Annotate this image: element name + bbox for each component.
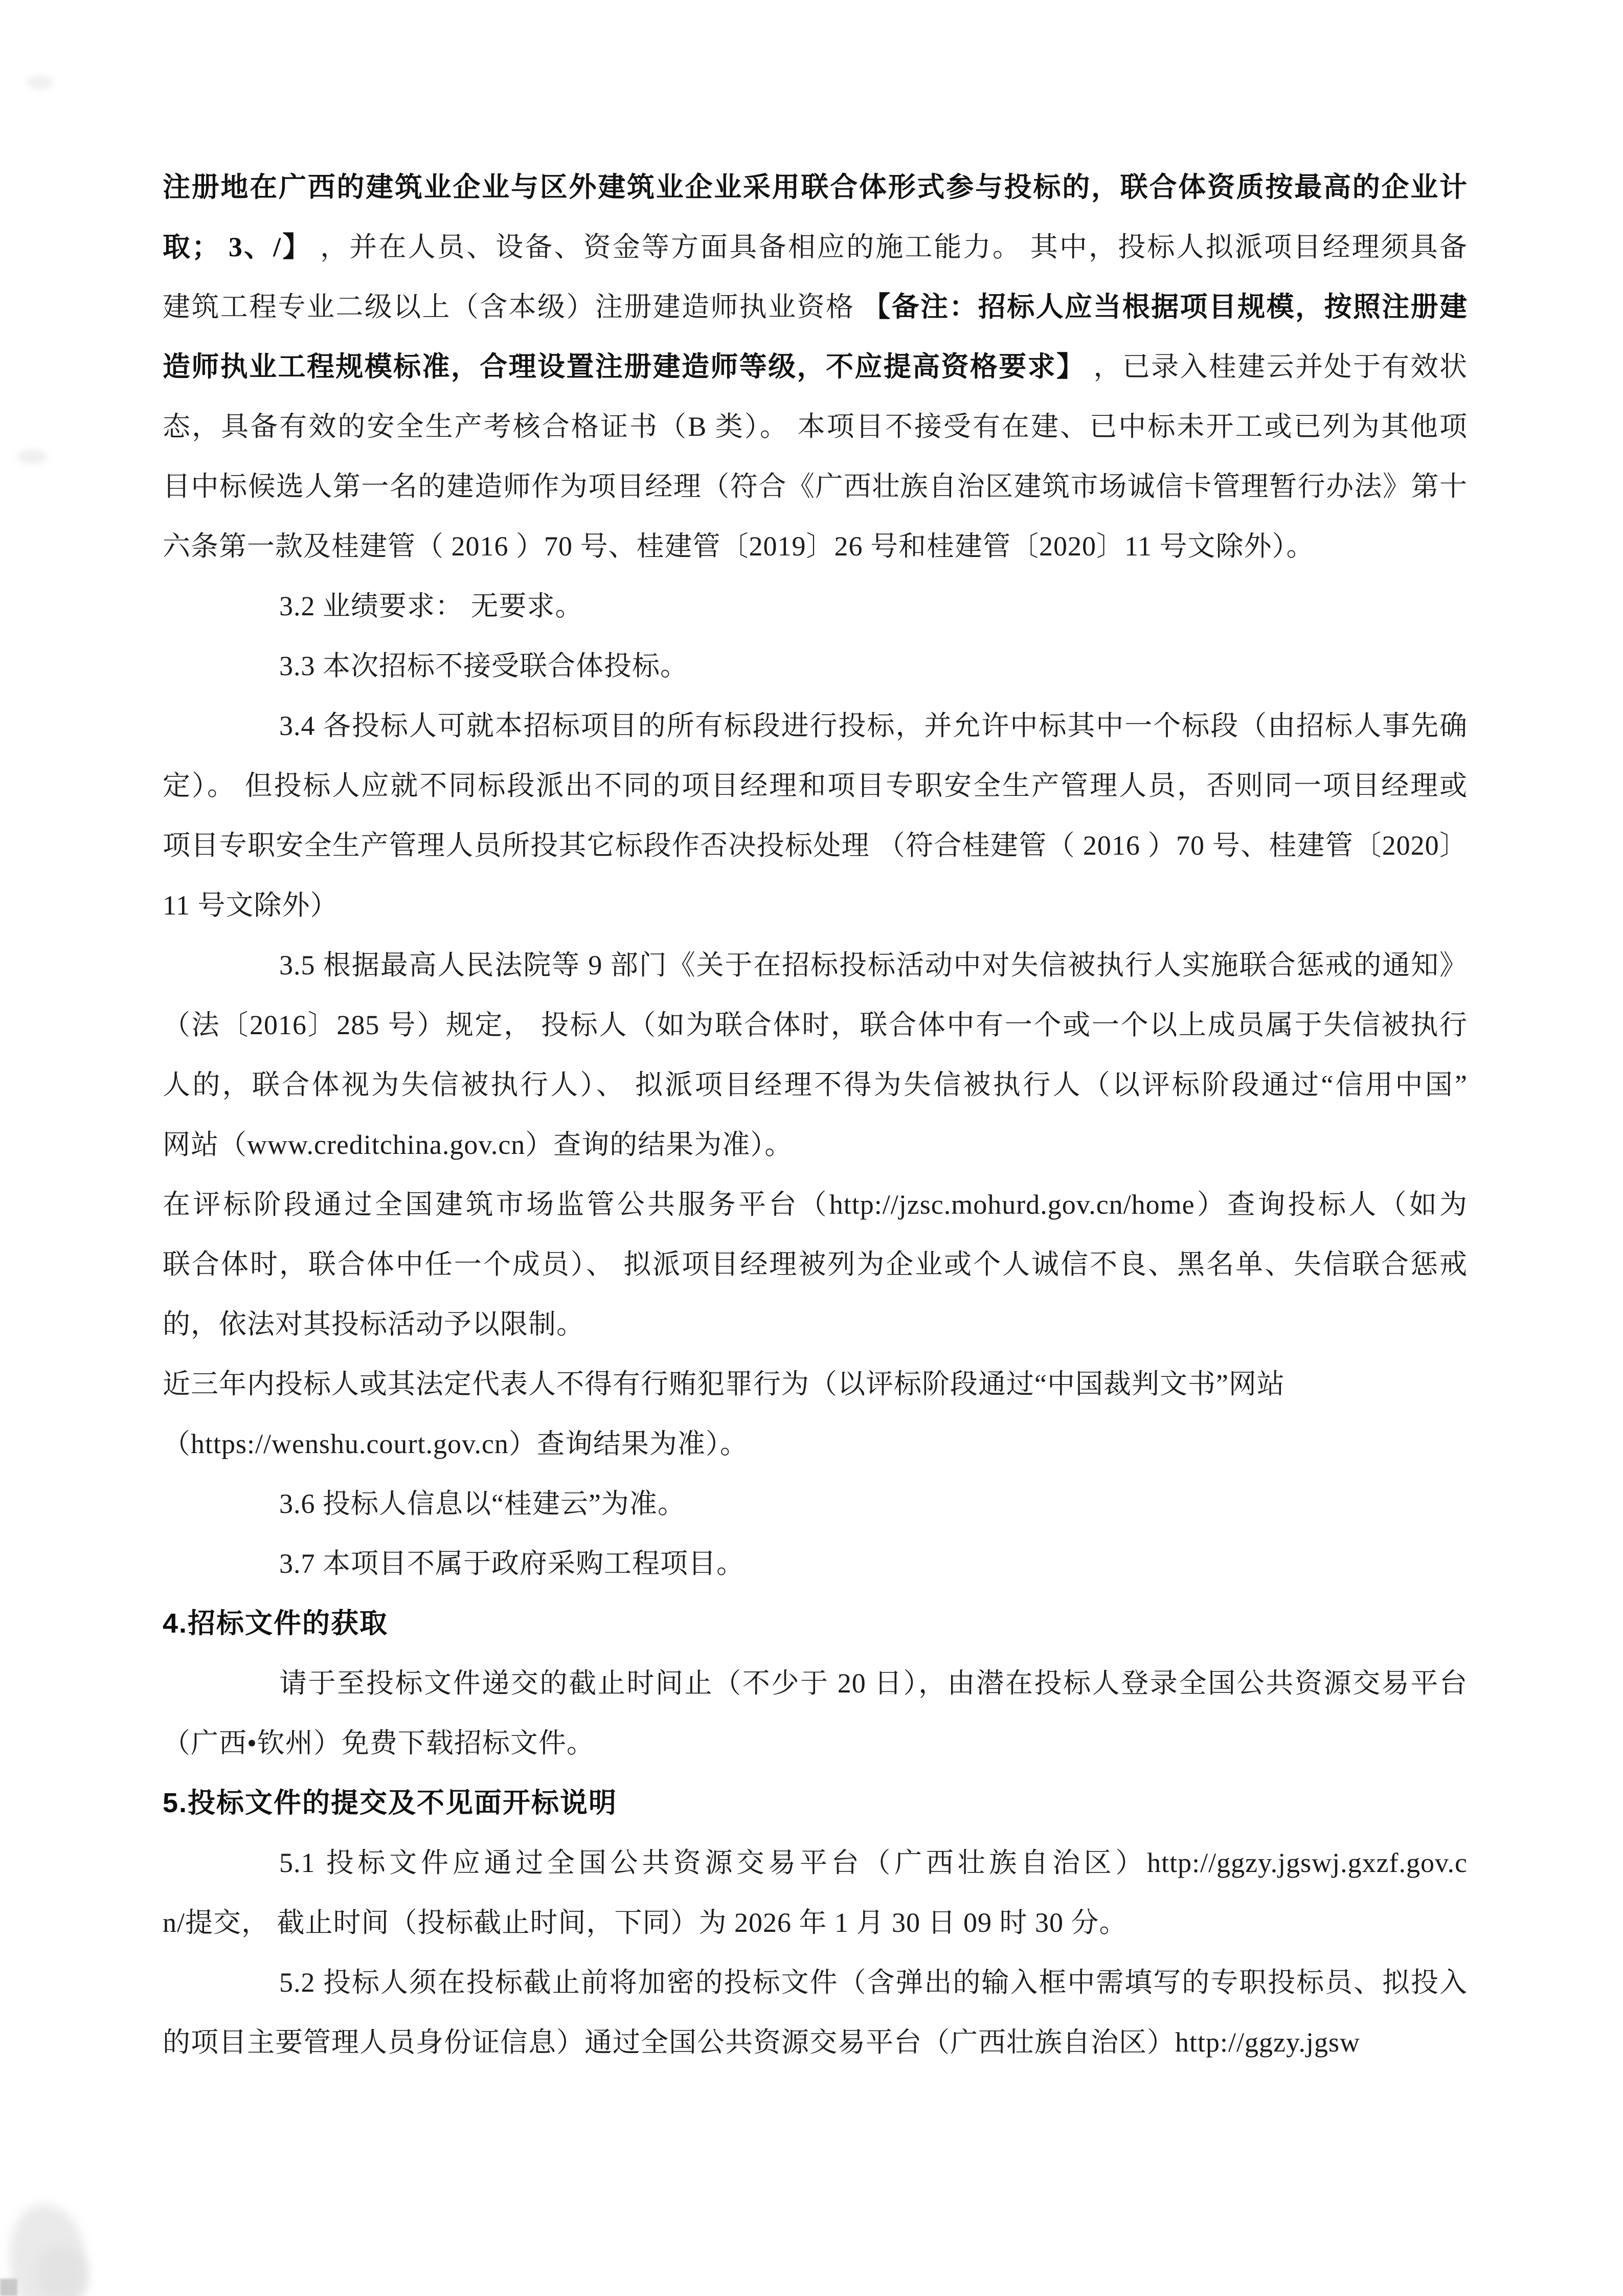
text-segment: ，并在人员、设备、资金等方面具备相应的施工能力。 其中，投标人拟派项目经理须具备 (311, 232, 1468, 262)
bold-text-segment: 4.招标文件的获取 (163, 1608, 389, 1639)
text-line (163, 935, 1468, 995)
document-body (163, 158, 1468, 2072)
text-line (163, 217, 1468, 277)
text-segment: 的项目主要管理人员身份证信息）通过全国公共资源交易平台（广西壮族自治区）http://ggzy.jgsw (163, 2027, 1360, 2058)
text-line (163, 457, 1468, 517)
text-line (163, 1713, 1468, 1773)
text-segment: 态，具备有效的安全生产考核合格证书（B 类）。 本项目不接受有在建、已中标未开工或已列为其他项 (163, 411, 1468, 442)
text-line (163, 337, 1468, 397)
bold-text-segment: 5.投标文件的提交及不见面开标说明 (163, 1788, 618, 1818)
text-line (163, 1235, 1468, 1295)
scan-blob-bottom-left-mid (36, 2245, 87, 2296)
text-line (163, 756, 1468, 816)
scan-smudge-mid-left (17, 449, 47, 464)
text-segment: 人的，联合体视为失信被执行人）、 拟派项目经理不得为失信被执行人（以评标阶段通过“信用中国” (163, 1069, 1468, 1100)
text-line (163, 1833, 1468, 1893)
text-segment: 3.6 投标人信息以“桂建云”为准。 (279, 1488, 686, 1519)
section-heading (163, 1773, 1468, 1833)
scan-blob-bottom-left-light (9, 2204, 86, 2296)
text-segment: 在评标阶段通过全国建筑市场监管公共服务平台（http://jzsc.mohurd.gov.cn/home）查询投标人（如为 (163, 1189, 1468, 1220)
text-segment: 定）。 但投标人应就不同标段派出不同的项目经理和项目专职安全生产管理人员，否则同一项目经理或 (163, 770, 1468, 801)
text-line (163, 576, 1468, 636)
text-segment: 的，依法对其投标活动予以限制。 (163, 1309, 584, 1340)
text-line (163, 1175, 1468, 1235)
text-line (163, 1055, 1468, 1115)
text-segment: 项目专职安全生产管理人员所投其它标段作否决投标处理 （符合桂建管（ 2016 ）70 号、桂建管〔2020〕 (163, 830, 1468, 861)
text-line (163, 1534, 1468, 1594)
text-line (163, 158, 1468, 217)
text-segment: 网站（www.creditchina.gov.cn）查询的结果为准）。 (163, 1129, 793, 1160)
text-segment: 3.2 业绩要求： 无要求。 (279, 591, 583, 621)
bold-text-segment: 【备注：招标人应当根据项目规模，按照注册建 (863, 292, 1468, 322)
text-line (163, 876, 1468, 935)
text-segment: 近三年内投标人或其法定代表人不得有行贿犯罪行为（以评标阶段通过“中国裁判文书”网站 (163, 1369, 1285, 1399)
text-segment: 联合体时，联合体中任一个成员）、 拟派项目经理被列为企业或个人诚信不良、黑名单、失信联合惩戒 (163, 1249, 1468, 1280)
text-line (163, 517, 1468, 576)
text-segment: 5.1 投标文件应通过全国公共资源交易平台（广西壮族自治区）http://ggzy.jgswj.gxzf.gov.c (279, 1847, 1468, 1878)
text-line (163, 2013, 1468, 2072)
text-line (163, 1893, 1468, 1953)
text-line (163, 995, 1468, 1055)
text-segment: 目中标候选人第一名的建造师作为项目经理（符合《广西壮族自治区建筑市场诚信卡管理暂行办法》第十 (163, 471, 1468, 502)
text-segment: （https://wenshu.court.gov.cn）查询结果为准）。 (163, 1429, 748, 1459)
text-line (163, 1414, 1468, 1474)
section-heading (163, 1594, 1468, 1654)
text-line (163, 277, 1468, 337)
text-segment: 建筑工程专业二级以上（含本级）注册建造师执业资格 (163, 292, 863, 322)
text-segment: （广西•钦州）免费下载招标文件。 (163, 1728, 595, 1758)
text-line (163, 1654, 1468, 1713)
text-line (163, 1354, 1468, 1414)
text-line (163, 397, 1468, 457)
text-segment: 5.2 投标人须在投标截止前将加密的投标文件（含弹出的输入框中需填写的专职投标员、拟投入 (279, 1967, 1468, 1998)
bold-text-segment: 造师执业工程规模标准，合理设置注册建造师等级，不应提高资格要求】 (163, 351, 1086, 382)
bold-text-segment: 取； 3、/】 (163, 232, 312, 262)
text-segment: 3.3 本次招标不接受联合体投标。 (279, 651, 688, 681)
text-line (163, 1474, 1468, 1534)
text-line (163, 1295, 1468, 1354)
text-segment: 3.7 本项目不属于政府采购工程项目。 (279, 1548, 745, 1579)
text-line (163, 696, 1468, 756)
text-line (163, 1115, 1468, 1175)
text-segment: 请于至投标文件递交的截止时间止（不少于 20 日），由潜在投标人登录全国公共资源交易平台 (279, 1668, 1468, 1699)
bold-text-segment: 注册地在广西的建筑业企业与区外建筑业企业采用联合体形式参与投标的，联合体资质按最高的企业计 (163, 172, 1468, 203)
scan-smudge-top-left (27, 76, 53, 89)
text-segment: ，已录入桂建云并处于有效状 (1085, 351, 1468, 382)
text-line (163, 1953, 1468, 2013)
text-segment: 3.5 根据最高人民法院等 9 部门《关于在招标投标活动中对失信被执行人实施联合惩戒的通知》 (279, 950, 1468, 980)
text-segment: n/提交， 截止时间（投标截止时间，下同）为 2026 年 1 月 30 日 09 时 30 分。 (163, 1907, 1128, 1938)
text-line (163, 816, 1468, 876)
text-line (163, 636, 1468, 696)
text-segment: 3.4 各投标人可就本招标项目的所有标段进行投标，并允许中标其中一个标段（由招标人事先确 (279, 710, 1468, 741)
scan-blob-corner-dark (0, 2279, 17, 2296)
text-segment: 六条第一款及桂建管（ 2016 ）70 号、桂建管〔2019〕26 号和桂建管〔2020〕11 号文除外）。 (163, 531, 1315, 562)
text-segment: （法〔2016〕285 号）规定， 投标人（如为联合体时，联合体中有一个或一个以上成员属于失信被执行 (163, 1010, 1468, 1040)
text-segment: 11 号文除外） (163, 890, 339, 921)
